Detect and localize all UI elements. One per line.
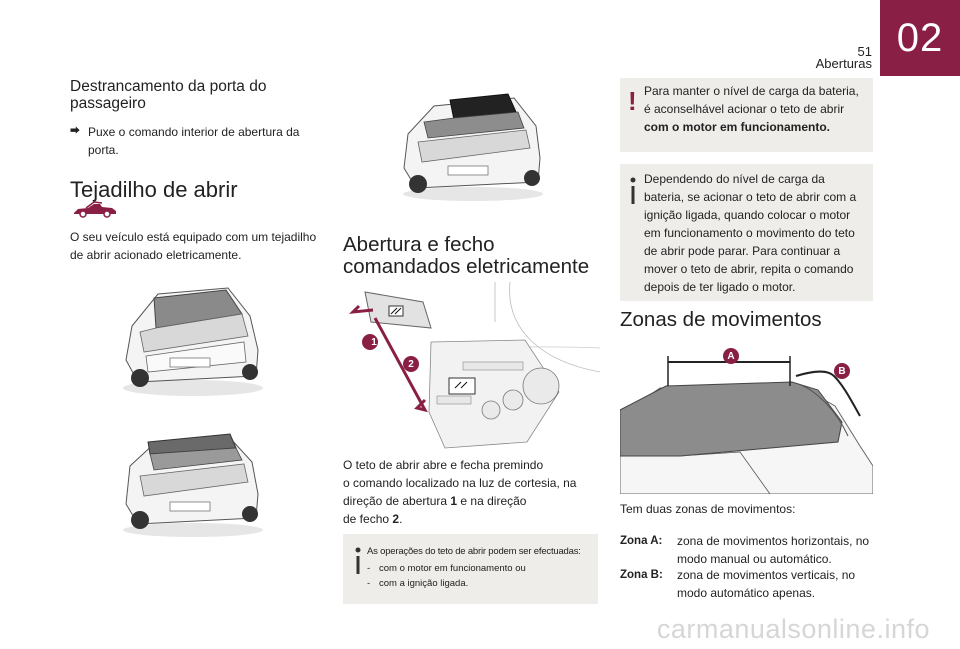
roof-control-console-illustration xyxy=(345,282,600,454)
battery-info-box xyxy=(620,164,873,301)
electric-heading: Abertura e fecho comandados eletricamente xyxy=(343,233,590,278)
desc-line-3 xyxy=(343,492,603,510)
note-item-1 xyxy=(367,561,595,576)
passenger-door-heading: Destrancamento da porta do passageiro xyxy=(70,78,267,112)
callout-1-label: 1 xyxy=(371,336,377,348)
desc-line-4a: de fecho xyxy=(343,512,393,526)
warning-text xyxy=(644,82,868,136)
note-item-2 xyxy=(367,576,595,591)
passenger-step-text: Puxe o comando interior de abertura da porta. xyxy=(88,125,300,157)
desc-line-2: o comando localizado na luz de cortesia, na xyxy=(343,476,577,490)
zone-b-label: B xyxy=(838,365,846,377)
warning-text-a: Para manter o nível de carga da bateria, é aconselhável acionar o teto de abrir xyxy=(644,84,859,116)
note-title: As operações do teto de abrir podem ser efectuadas: xyxy=(367,546,581,557)
note-bullet: - xyxy=(367,578,371,589)
convertible-car-icon xyxy=(72,200,118,218)
car-roof-closed-illustration xyxy=(118,280,268,400)
zone-a-desc: zona de movimentos horizontais, no modo manual ou automático. xyxy=(677,534,870,566)
chapter-tab xyxy=(880,0,960,76)
info-text: Dependendo do nível de carga da bateria, se acionar o teto de abrir com a ignição ligada, quando colocar o motor em funcionamento o movimento do teto de abrir pode parar. Para continuar a mover o teto de abrir, repita o comando depois de ter ligado o motor. xyxy=(644,172,857,294)
page-number: 51 xyxy=(857,44,872,59)
desc-line-1: O teto de abrir abre e fecha premindo xyxy=(343,458,544,472)
zones-intro: Tem duas zonas de movimentos: xyxy=(620,502,796,516)
arrow-right-icon: ⮕ xyxy=(70,126,80,137)
info-icon xyxy=(353,546,363,576)
callout-2-label: 2 xyxy=(408,358,414,370)
zone-b-definition xyxy=(620,566,873,602)
zone-a-term: Zona A: xyxy=(620,535,663,547)
sunroof-heading: Tejadilho de abrir xyxy=(70,177,238,202)
watermark: carmanualsonline.info xyxy=(656,614,930,644)
car-roof-open-illustration xyxy=(118,420,268,540)
zone-b-term: Zona B: xyxy=(620,569,663,581)
info-icon xyxy=(628,176,638,206)
desc-line-4c: . xyxy=(399,512,403,526)
section-name: Aberturas xyxy=(815,56,872,71)
desc-closing-direction: 2 xyxy=(392,512,400,526)
warning-text-b: com o motor em funcionamento. xyxy=(644,120,831,134)
zone-a-definition xyxy=(620,532,873,568)
note-item-2-text: com a ignição ligada. xyxy=(379,578,469,589)
battery-warning-box xyxy=(620,78,873,152)
warning-icon: ! xyxy=(628,86,637,116)
car-roof-folding-illustration xyxy=(398,82,548,204)
chapter-number: 02 xyxy=(896,15,944,60)
sunroof-intro-text: O seu veículo está equipado com um tejadilho de abrir acionado eletricamente. xyxy=(70,230,317,262)
desc-opening-direction: 1 xyxy=(450,494,458,508)
left-column xyxy=(70,78,330,203)
zone-b-desc: zona de movimentos verticais, no modo automático apenas. xyxy=(677,568,856,600)
note-bullet: - xyxy=(367,563,371,574)
note-item-1-text: com o motor em funcionamento ou xyxy=(379,563,526,574)
desc-line-4 xyxy=(343,510,603,528)
zones-heading: Zonas de movimentos xyxy=(620,308,822,331)
desc-line-3c: e na direção xyxy=(457,494,527,508)
passenger-step xyxy=(70,123,330,159)
desc-line-3a: direção de abertura xyxy=(343,494,451,508)
electric-description xyxy=(343,456,603,528)
operations-note xyxy=(343,534,598,604)
zone-a-label: A xyxy=(727,350,735,362)
